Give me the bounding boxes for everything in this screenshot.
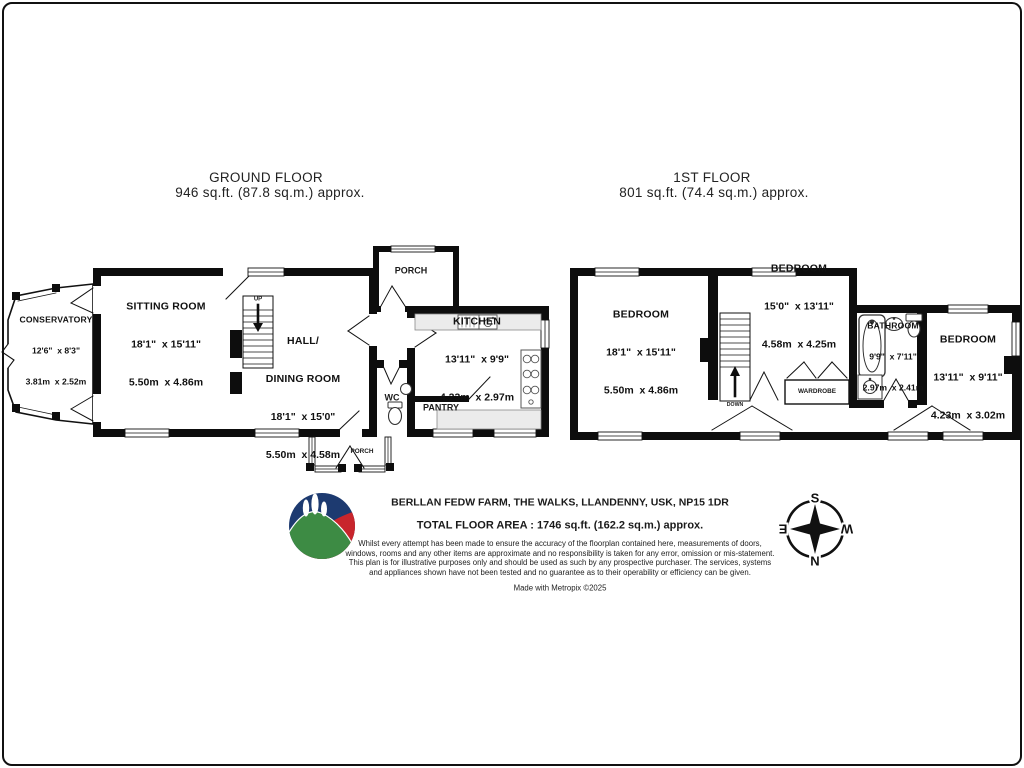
- door: [384, 368, 399, 384]
- total-floor-area: TOTAL FLOOR AREA : 1746 sq.ft. (162.2 sq.m.) approx.: [416, 519, 704, 532]
- stove-icon: [521, 350, 541, 408]
- made-with-text: Made with Metropix ©2025: [513, 583, 607, 593]
- room-label-pantry: PANTRY: [423, 402, 459, 413]
- room-label-bedroom3: BEDROOM 13'11" x 9'11" 4.23m x 3.02m: [930, 333, 1006, 422]
- window: [494, 429, 536, 437]
- room-label-sitting-room: SITTING ROOM 18'1" x 15'11" 5.50m x 4.86m: [126, 300, 206, 389]
- window: [1012, 322, 1020, 356]
- compass-north: N: [810, 553, 820, 569]
- window: [391, 246, 435, 252]
- compass-east: E: [778, 521, 788, 537]
- room-label-hall-dining: HALL/ DINING ROOM 18'1" x 15'0" 5.50m x 4.58m: [265, 335, 341, 461]
- compass-rose: [778, 491, 853, 569]
- window: [433, 429, 473, 437]
- staircase-down: [720, 313, 750, 401]
- wall-basin-icon: [401, 384, 412, 395]
- window: [888, 432, 928, 440]
- room-label-wardrobe: WARDROBE: [798, 388, 836, 396]
- window: [541, 320, 549, 348]
- room-label-porch-top: PORCH: [394, 265, 428, 276]
- window: [125, 429, 169, 437]
- window: [740, 432, 780, 440]
- compass-star: [790, 504, 840, 554]
- disclaimer-text: Whilst every attempt has been made to ensure the accuracy of the floorplan contained here, measurements of doors, windows, rooms and any other items are approximate and no responsibility is taken for any error, omission or mis-statement. This plan is for illustrative purposes only and should be used as such by any prospective purchaser. The services, systems and appliances shown have not been tested and no guarantee as to their operability or efficiency can be given.: [345, 539, 775, 577]
- room-label-porch-bottom: PORCH: [350, 448, 374, 456]
- room-label-bedroom1: BEDROOM 18'1" x 15'11" 5.50m x 4.86m: [603, 308, 679, 397]
- room-label-kitchen: KITCHEN 13'11" x 9'9" 4.23m x 2.97m: [439, 315, 515, 404]
- room-label-wc: WC: [384, 392, 400, 403]
- ground-floor-area: 946 sq.ft. (87.8 sq.m.) approx.: [175, 184, 365, 200]
- property-address: BERLLAN FEDW FARM, THE WALKS, LLANDENNY, USK, NP15 1DR: [391, 496, 729, 509]
- room-label-bedroom2: BEDROOM 15'0" x 13'11" 4.58m x 4.25m: [761, 262, 837, 351]
- compass-south: S: [810, 490, 820, 506]
- room-label-bathroom: BATHROOM 9'9" x 7'11" 2.97m x 2.41m: [862, 319, 924, 392]
- window: [248, 268, 284, 276]
- ground-floor-title: GROUND FLOOR: [209, 169, 323, 185]
- window: [595, 268, 639, 276]
- room-label-conservatory: CONSERVATORY 12'6" x 8'3" 3.81m x 2.52m: [19, 313, 93, 386]
- window: [598, 432, 642, 440]
- door: [381, 286, 405, 312]
- compass-west: W: [840, 521, 854, 537]
- door: [223, 268, 249, 299]
- first-floor-area: 801 sq.ft. (74.4 sq.m.) approx.: [619, 184, 809, 200]
- stairs-down-label: DOWN: [726, 401, 744, 408]
- door: [348, 314, 377, 346]
- door: [340, 411, 362, 437]
- toilet-icon: [388, 402, 402, 425]
- first-floor-title: 1ST FLOOR: [673, 169, 751, 185]
- stairs-up-label: UP: [253, 296, 263, 303]
